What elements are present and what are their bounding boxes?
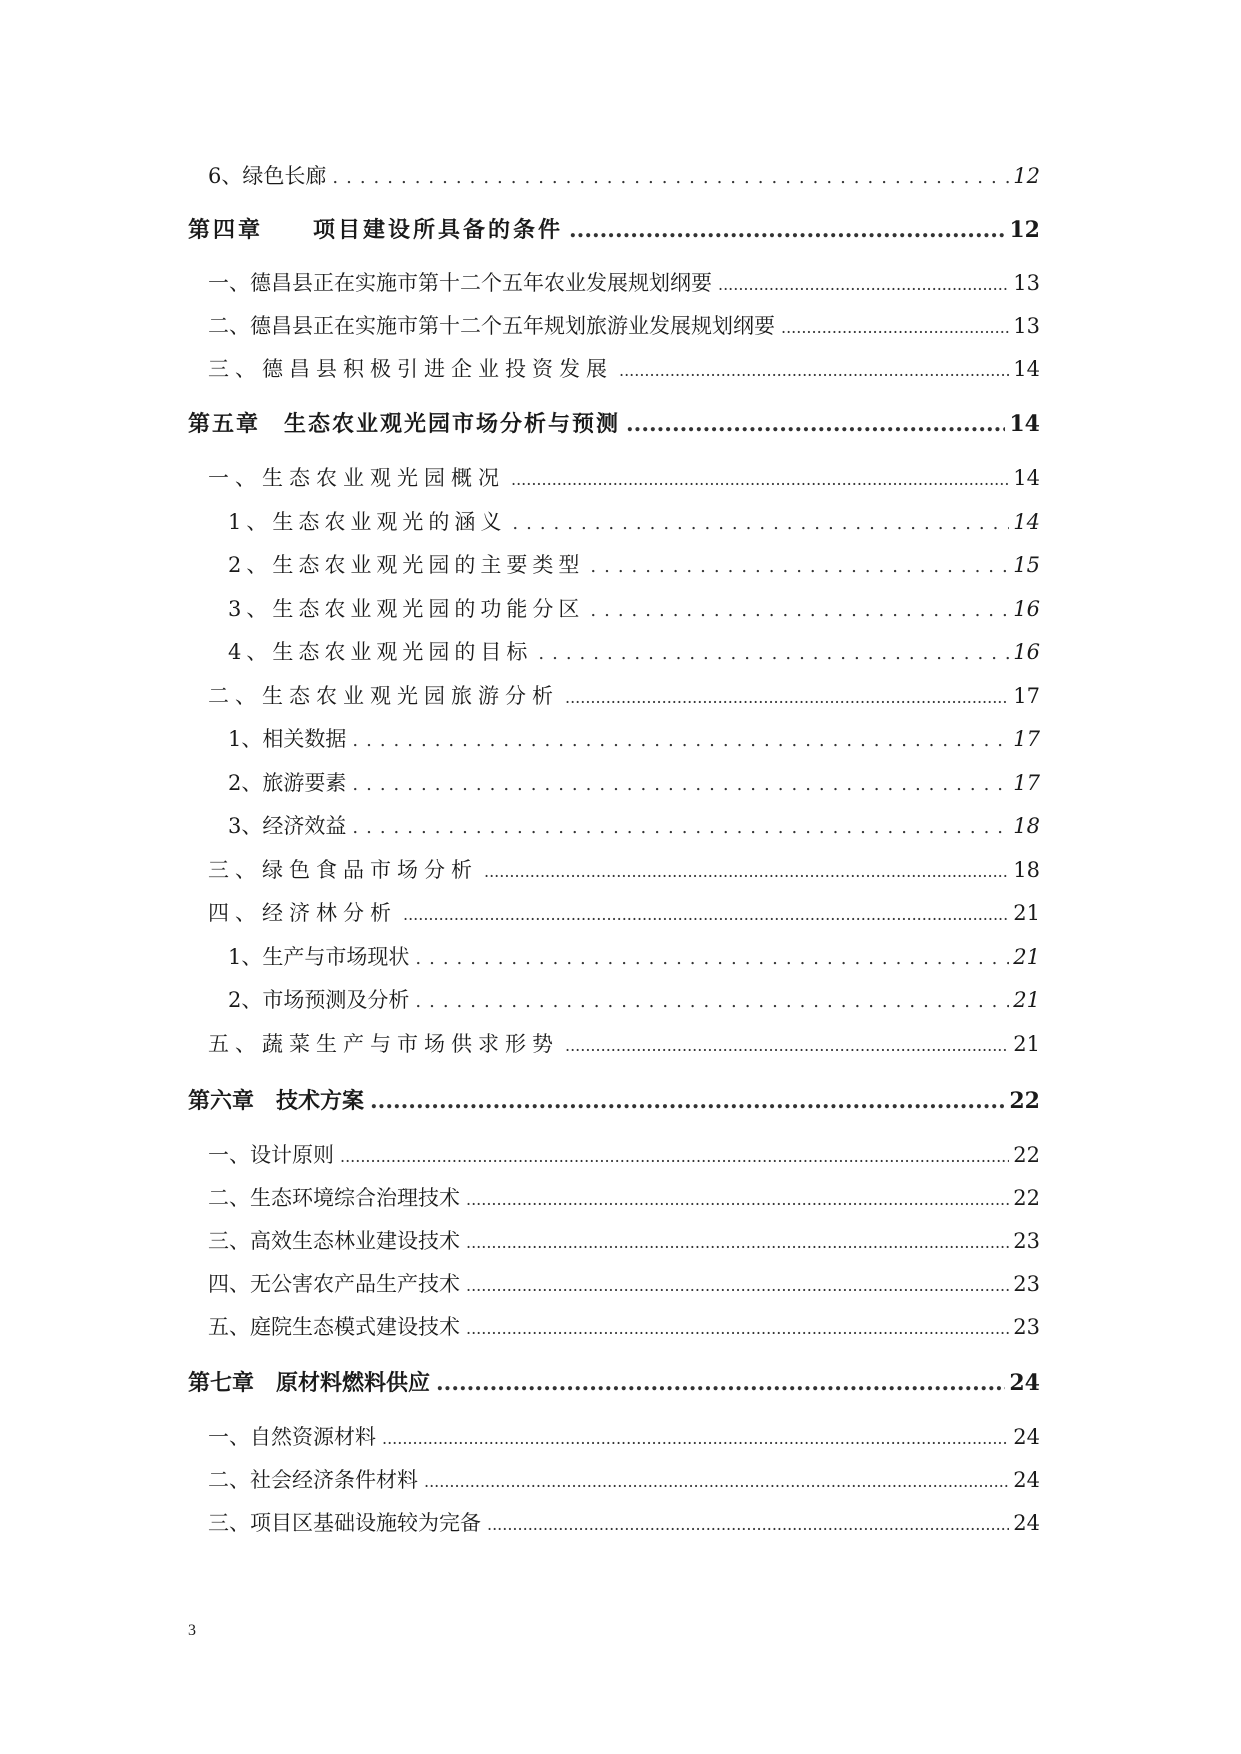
toc-entry-label: 五、庭院生态模式建设技术 (208, 1315, 460, 1339)
toc-entry-label: 三、绿色食品市场分析 (208, 858, 478, 882)
dot-leader (352, 774, 1009, 795)
toc-entry-label: 第六章 技术方案 (188, 1088, 365, 1114)
dot-leader (590, 600, 1009, 621)
dot-leader (424, 1472, 1009, 1491)
toc-entry-page: 23 (1013, 1229, 1040, 1253)
toc-entry[interactable] (208, 310, 1040, 340)
toc-entry-label: 三、项目区基础设施较为完备 (208, 1511, 481, 1535)
toc-entry-label: 二、生态农业观光园旅游分析 (208, 684, 559, 708)
toc-entry-label: 1、相关数据 (228, 727, 347, 751)
toc-entry-page: 14 (1013, 510, 1040, 534)
toc-entry-page: 24 (1013, 1468, 1040, 1492)
toc-entry-page: 21 (1013, 901, 1040, 925)
toc-entry[interactable] (208, 1028, 1040, 1058)
dot-leader (590, 556, 1009, 577)
dot-leader (487, 1515, 1009, 1534)
toc-entry-label: 第七章 原材料燃料供应 (188, 1370, 431, 1396)
toc-entry-label: 2、旅游要素 (228, 771, 347, 795)
dot-leader (626, 411, 1005, 437)
toc-entry-label: 2、生态农业观光园的主要类型 (228, 553, 585, 577)
toc-entry[interactable] (208, 1421, 1040, 1451)
toc-entry-page: 23 (1013, 1315, 1040, 1339)
toc-entry-page: 12 (1009, 217, 1040, 243)
toc-entry[interactable] (208, 1464, 1040, 1494)
toc-entry-label: 3、经济效益 (228, 814, 347, 838)
toc-entry-page: 17 (1013, 684, 1040, 708)
toc-entry-page: 13 (1013, 314, 1040, 338)
toc-entry-page: 22 (1013, 1186, 1040, 1210)
toc-entry[interactable] (228, 810, 1040, 840)
dot-leader (484, 862, 1009, 881)
toc-entry-page: 14 (1013, 357, 1040, 381)
dot-leader (781, 318, 1009, 337)
toc-entry-label: 第四章 项目建设所具备的条件 (188, 217, 564, 243)
dot-leader (332, 167, 1009, 188)
dot-leader (436, 1370, 1005, 1396)
toc-entry[interactable] (228, 984, 1040, 1014)
toc-entry[interactable] (208, 680, 1040, 710)
toc-entry[interactable] (208, 267, 1040, 297)
toc-entry[interactable] (208, 1225, 1040, 1255)
dot-leader (569, 217, 1005, 243)
toc-entry[interactable] (208, 854, 1040, 884)
toc-entry[interactable] (228, 723, 1040, 753)
toc-entry-page: 24 (1009, 1370, 1040, 1396)
toc-entry-page: 21 (1013, 1032, 1040, 1056)
toc-entry-label: 4、生态农业观光园的目标 (228, 640, 533, 664)
page-number: 3 (188, 1622, 196, 1639)
dot-leader (565, 1036, 1009, 1055)
toc-entry-label: 二、德昌县正在实施市第十二个五年规划旅游业发展规划纲要 (208, 314, 775, 338)
toc-entry[interactable] (208, 1311, 1040, 1341)
toc-entry-label: 四、经济林分析 (208, 901, 397, 925)
dot-leader (565, 688, 1009, 707)
toc-entry-label: 二、生态环境综合治理技术 (208, 1186, 460, 1210)
dot-leader (466, 1319, 1009, 1338)
toc-entry[interactable] (228, 636, 1040, 666)
toc-entry-page: 13 (1013, 271, 1040, 295)
dot-leader (352, 817, 1009, 838)
toc-entry-page: 17 (1013, 727, 1040, 751)
toc-entry-label: 3、生态农业观光园的功能分区 (228, 597, 585, 621)
toc-entry-page: 12 (1013, 164, 1040, 188)
toc-entry-page: 18 (1013, 814, 1040, 838)
toc-entry-page: 16 (1013, 640, 1040, 664)
toc-chapter-entry[interactable] (188, 1366, 1040, 1397)
toc-entry[interactable] (208, 1507, 1040, 1537)
toc-entry-page: 21 (1013, 945, 1040, 969)
toc-entry-label: 一、德昌县正在实施市第十二个五年农业发展规划纲要 (208, 271, 712, 295)
toc-entry-label: 一、设计原则 (208, 1143, 334, 1167)
toc-chapter-entry[interactable] (188, 213, 1040, 244)
toc-entry-label: 1、生产与市场现状 (228, 945, 410, 969)
toc-chapter-entry[interactable] (188, 407, 1040, 438)
toc-entry[interactable] (228, 593, 1040, 623)
toc-entry[interactable] (208, 462, 1040, 492)
dot-leader (718, 275, 1009, 294)
toc-entry[interactable] (208, 1139, 1040, 1169)
dot-leader (466, 1190, 1009, 1209)
toc-entry-page: 14 (1009, 411, 1040, 437)
dot-leader (382, 1429, 1009, 1448)
dot-leader (511, 470, 1009, 489)
dot-leader (466, 1276, 1009, 1295)
toc-entry[interactable] (208, 1268, 1040, 1298)
toc-entry[interactable] (228, 549, 1040, 579)
toc-entry-label: 一、自然资源材料 (208, 1425, 376, 1449)
dot-leader (619, 361, 1009, 380)
dot-leader (352, 730, 1009, 751)
toc-entry[interactable] (208, 160, 1040, 190)
dot-leader (415, 991, 1009, 1012)
toc-entry-page: 24 (1013, 1425, 1040, 1449)
toc-entry-label: 四、无公害农产品生产技术 (208, 1272, 460, 1296)
toc-entry-page: 16 (1013, 597, 1040, 621)
toc-entry[interactable] (208, 1182, 1040, 1212)
dot-leader (403, 905, 1009, 924)
toc-entry-label: 6、绿色长廊 (208, 164, 327, 188)
toc-entry-label: 2、市场预测及分析 (228, 988, 410, 1012)
toc-entry-label: 第五章 生态农业观光园市场分析与预测 (188, 411, 621, 437)
toc-entry-page: 22 (1013, 1143, 1040, 1167)
toc-entry-label: 一、生态农业观光园概况 (208, 466, 505, 490)
toc-chapter-entry[interactable] (188, 1084, 1040, 1115)
dot-leader (512, 513, 1009, 534)
dot-leader (415, 948, 1009, 969)
toc-entry-page: 18 (1013, 858, 1040, 882)
toc-entry-page: 17 (1013, 771, 1040, 795)
toc-entry-label: 1、生态农业观光的涵义 (228, 510, 507, 534)
toc-entry[interactable] (208, 353, 1040, 383)
toc-entry-label: 二、社会经济条件材料 (208, 1468, 418, 1492)
toc-entry-page: 22 (1009, 1088, 1040, 1114)
toc-entry[interactable] (228, 941, 1040, 971)
toc-entry-page: 21 (1013, 988, 1040, 1012)
toc-entry[interactable] (208, 897, 1040, 927)
toc-entry-label: 五、蔬菜生产与市场供求形势 (208, 1032, 559, 1056)
toc-entry[interactable] (228, 506, 1040, 536)
toc-entry-page: 14 (1013, 466, 1040, 490)
toc-entry-page: 24 (1013, 1511, 1040, 1535)
toc-entry-page: 23 (1013, 1272, 1040, 1296)
dot-leader (340, 1147, 1009, 1166)
toc-entry-page: 15 (1013, 553, 1040, 577)
toc-entry[interactable] (228, 767, 1040, 797)
dot-leader (466, 1233, 1009, 1252)
dot-leader (538, 643, 1009, 664)
dot-leader (370, 1088, 1005, 1114)
toc-entry-label: 三、高效生态林业建设技术 (208, 1229, 460, 1253)
toc-entry-label: 三、德昌县积极引进企业投资发展 (208, 357, 613, 381)
